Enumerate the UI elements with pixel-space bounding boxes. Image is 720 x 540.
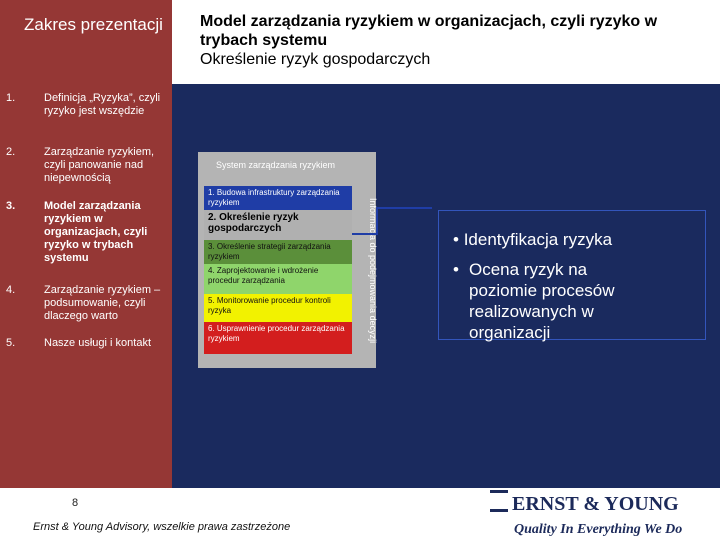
agenda-item-label: Zarządzanie ryzykiem – podsumowanie, czyli dlaczego warto	[44, 284, 161, 322]
agenda-item-number: 4.	[6, 284, 16, 296]
info-box	[438, 210, 706, 340]
info-item-1	[453, 229, 703, 250]
agenda-item-number: 3.	[6, 200, 16, 212]
bullet-icon: •	[453, 260, 459, 279]
info-item-label: Identyfikacja ryzyka	[463, 230, 613, 249]
decision-info-label: Informacja do podejmowania decyzji	[368, 198, 378, 344]
connector-line-bottom	[352, 233, 378, 235]
diagram-step-1: 1. Budowa infrastruktury zarządzania ryzykiem	[204, 186, 352, 210]
connector-line-top	[378, 207, 432, 209]
diagram-step-5: 5. Monitorowanie procedur kontroli ryzyka	[204, 294, 352, 322]
agenda-item-number: 1.	[6, 92, 16, 104]
info-item-2	[453, 259, 653, 343]
copyright-text: Ernst & Young Advisory, wszelkie prawa zastrzeżone	[33, 521, 291, 533]
company-logo	[490, 490, 679, 516]
risk-system-diagram	[198, 152, 376, 368]
agenda-item-number: 5.	[6, 337, 16, 349]
agenda-item-label: Nasze usługi i kontakt	[44, 337, 151, 349]
agenda-item-label: Model zarządzania ryzykiem w organizacjach, czyli ryzyko w trybach systemu	[44, 200, 148, 264]
page-title	[200, 12, 710, 69]
diagram-caption: System zarządzania ryzykiem	[216, 160, 336, 170]
diagram-step-2: 2. Określenie ryzyk gospodarczych	[204, 210, 352, 240]
page-subtitle: Określenie ryzyk gospodarczych	[200, 51, 431, 68]
page-number: 8	[72, 497, 79, 509]
logo-text: ERNST & YOUNG	[512, 493, 679, 515]
diagram-step-4: 4. Zaprojektowanie i wdrożenie procedur zarządzania	[204, 264, 352, 294]
connector-line-left	[376, 207, 378, 235]
agenda-sidebar	[0, 0, 172, 540]
agenda-item-label: Definicja „Ryzyka”, czyli ryzyko jest wszędzie	[44, 92, 161, 117]
agenda-item-label: Zarządzanie ryzykiem, czyli panowanie nad niepewnością	[44, 146, 155, 184]
agenda-title: Zakres prezentacji	[24, 15, 163, 34]
bullet-icon: •	[453, 230, 459, 249]
diagram-step-6: 6. Usprawnienie procedur zarządzania ryzykiem	[204, 322, 352, 354]
tagline: Quality In Everything We Do	[514, 522, 683, 537]
page-title-main: Model zarządzania ryzykiem w organizacjach, czyli ryzyko w trybach systemu	[200, 13, 658, 49]
agenda-item-number: 2.	[6, 146, 16, 158]
logo-mark-icon	[490, 490, 508, 512]
diagram-step-3: 3. Określenie strategii zarządzania ryzykiem	[204, 240, 352, 264]
info-item-label: Ocena ryzyk na poziomie procesów realizowanych w organizacji	[469, 260, 615, 342]
